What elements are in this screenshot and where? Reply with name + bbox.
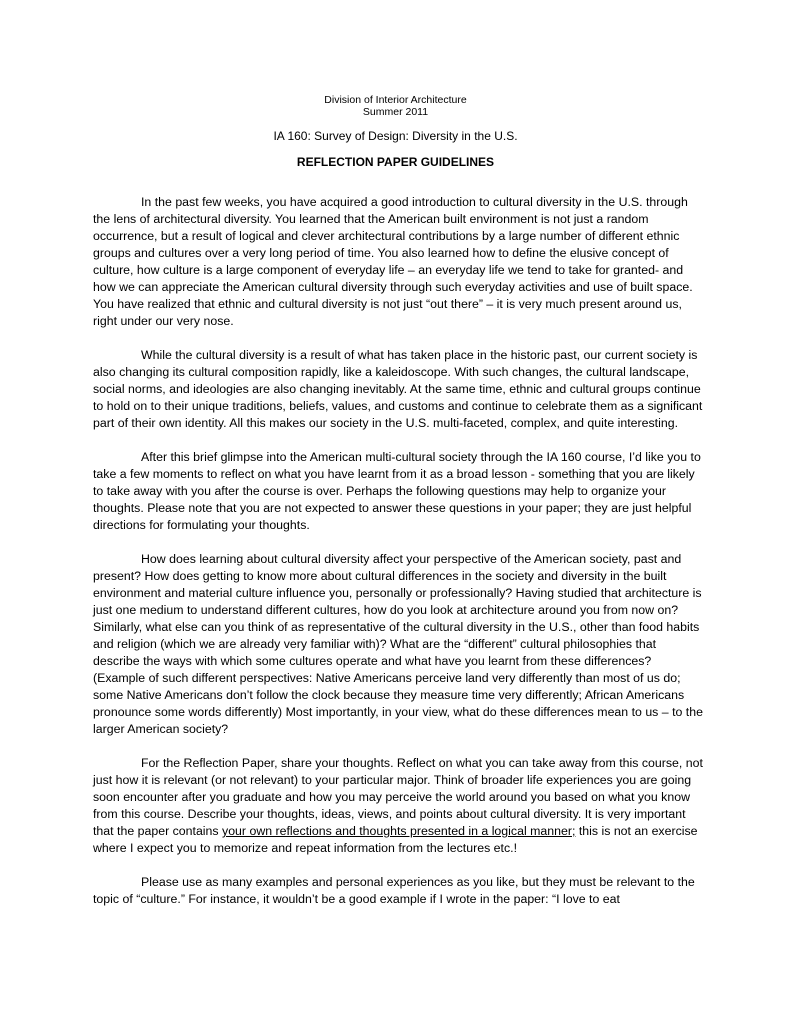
instructions-text-start: For the Reflection Paper, share your thoughts. Reflect on what you can take away from this course, not just how it is relevant (or not relevant) to your particular major. Think of broader life experiences you are going soon encounter after you graduate and how you may perceive the world around you based on what you know from this course. Describe your thoughts, ideas, views, and points about cultural diversity. It is very important that the paper contains xyxy=(93,756,703,838)
paragraph-cultural-change: While the cultural diversity is a result of what has taken place in the historic past, our current society is also changing its cultural composition rapidly, like a kaleidoscope. With such changes, the cultural landscape, social norms, and ideologies are also changing inevitably. At the same time, ethnic and cultural groups continue to hold on to their unique traditions, beliefs, values, and customs and continue to celebrate them as a significant part of their own identity. All this makes our society in the U.S. multi-faceted, complex, and quite interesting. xyxy=(93,348,703,430)
paragraph-guiding-questions: How does learning about cultural diversity affect your perspective of the American society, past and present? How does getting to know more about cultural differences in the society and diversity in the built environment and material culture influence you, personally or professionally? Having studied that architecture is just one medium to understand different cultures, how do you look at architecture around you from now on? Similarly, what else can you think of as representative of the cultural diversity in the U.S., other than food habits and religion (which we are already very familiar with)? What are the “different” cultural philosophies that describe the ways with which some cultures operate and what have you learnt from these differences? (Example of such different perspectives: Native Americans perceive land very differently than most of us do; some Native Americans don’t follow the clock because they measure time very differently; African Americans pronounce some words differently) Most importantly, in your view, what do these differences mean to us – to the larger American society? xyxy=(93,552,703,736)
paragraph-paper-instructions xyxy=(93,755,705,857)
paragraph-intro: In the past few weeks, you have acquired a good introduction to cultural diversity in the U.S. through the lens of architectural diversity. You learned that the American built environment is not just a random occurrence, but a result of logical and clever architectural contributions by a large number of different ethnic groups and cultures over a very long period of time. You also learned how to define the elusive concept of culture, how culture is a large component of everyday life – an everyday life we tend to take for granted- and how we can appreciate the American cultural diversity through such everyday activities and use of built space. You have realized that ethnic and cultural diversity is not just “out there” – it is very much present around us, right under our very nose. xyxy=(93,195,693,328)
paragraph-reflection-prompt: After this brief glimpse into the American multi-cultural society through the IA 160 course, I’d like you to take a few moments to reflect on what you have learnt from it as a broad lesson - something that you are likely to take away with you after the course is over. Perhaps the following questions may help to organize your thoughts. Please note that you are not expected to answer these questions in your paper; they are just helpful directions for formulating your thoughts. xyxy=(93,450,701,532)
term-label: Summer 2011 xyxy=(362,106,429,118)
body-text xyxy=(93,194,705,908)
document-title: REFLECTION PAPER GUIDELINES xyxy=(296,155,495,169)
instructions-text-end: this is not an exercise where I expect you to memorize and repeat information from the lectures etc.! xyxy=(93,824,698,855)
underlined-emphasis: your own reflections and thoughts presented in a logical manner; xyxy=(222,824,576,838)
course-title: IA 160: Survey of Design: Diversity in the U.S. xyxy=(273,129,518,143)
division-name: Division of Interior Architecture xyxy=(324,94,467,106)
paragraph-examples: Please use as many examples and personal experiences as you like, but they must be relevant to the topic of “culture.” For instance, it wouldn’t be a good example if I wrote in the paper: “I love to eat xyxy=(93,875,695,906)
